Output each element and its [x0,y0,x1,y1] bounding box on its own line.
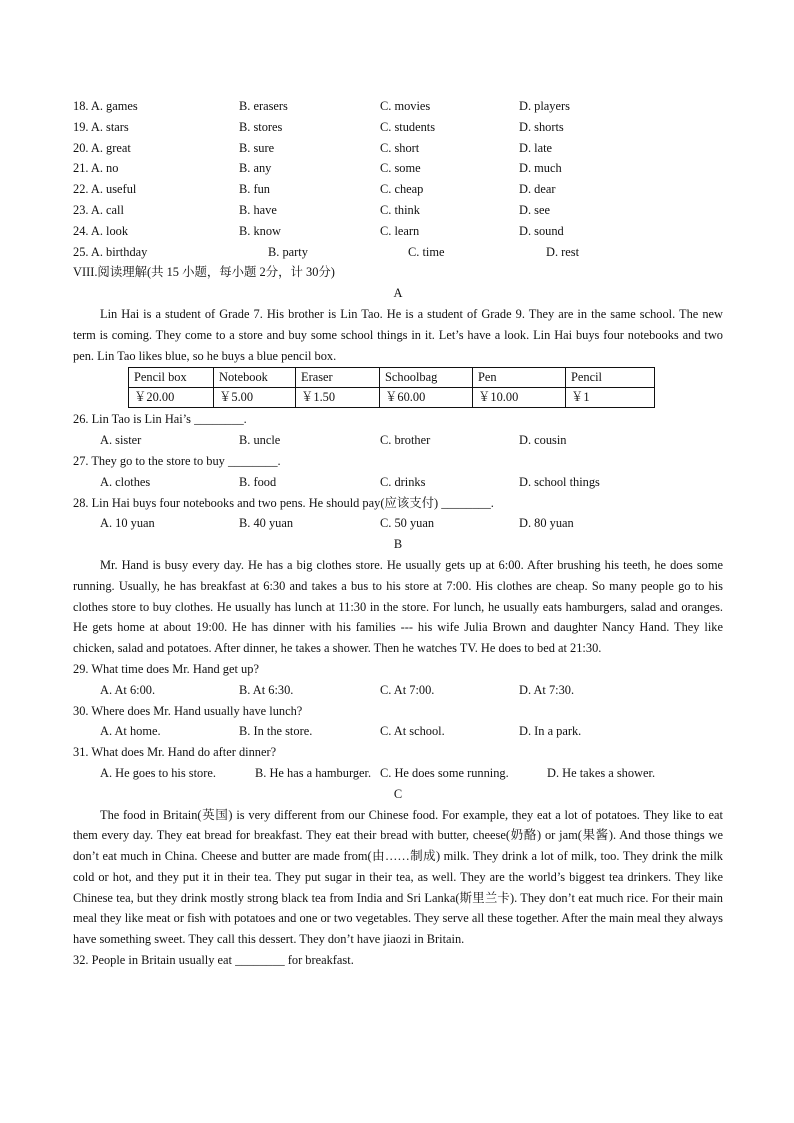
table-cell: ￥10.00 [473,388,566,408]
option-b: B. erasers [239,99,288,113]
option-b: B. At 6:30. [239,682,294,697]
option-c: C. At school. [380,724,445,739]
option-b: B. party [268,244,308,259]
question-26-stem: 26. Lin Tao is Lin Hai’s ________. [73,412,247,427]
option-d: D. school things [519,474,600,489]
table-cell: Eraser [296,368,380,388]
option-b: B. food [239,474,277,489]
option-c: C. brother [380,433,431,448]
cloze-options [73,96,723,262]
option-d: D. see [519,202,550,217]
passage-c-text: The food in Britain(英国) is very different from our Chinese food. For example, they eat a lot of potatoes. They like to eat them every day. They eat bread for breakfast. They eat their bread with butter, cheese(奶酪) or jam(果酱). And those things we don’t eat much in China. Cheese and butter are made from(由……制成) milk. They drink a lot of milk, too. They drink the milk cold or hot, and they put it in their tea. They put sugar in their tea, as well. They are the world’s biggest tea drinkers. They like Chinese tea, but they drink mostly strong black tea from India and Sri Lanka(斯里兰卡). They don’t eat much rice. For their main meal they like meat or fish with potatoes and one or two vegetables. They serve all these together. After the main meal they always have something sweet. They call this dessert. They don’t have jiaozi in Britain. [73,807,723,947]
option-a: 24. A. look [73,223,129,238]
option-d: D. He takes a shower. [547,765,656,780]
question-30-stem: 30. Where does Mr. Hand usually have lunch? [73,703,303,718]
option-a: 19. A. stars [73,119,129,134]
table-cell: ￥5.00 [214,388,296,408]
option-a: A. At 6:00. [100,682,156,697]
option-c: C. think [380,202,420,217]
option-a: A. At home. [100,724,161,739]
option-c: C. learn [380,223,420,238]
option-b: B. know [239,223,281,238]
option-b: B. 40 yuan [239,516,294,531]
option-d: D. dear [519,182,556,197]
question-32-stem: 32. People in Britain usually eat ________ for breakfast. [73,953,354,968]
option-b: B. fun [239,182,270,197]
table-cell: Notebook [214,368,296,388]
option-a: A. He goes to his store. [100,765,216,780]
option-b: B. He has a hamburger. [255,765,372,780]
section-title: VIII.阅读理解(共 15 小题，每小题 2分，计 30分) [73,265,335,280]
option-c: C. cheap [380,182,424,197]
option-d: D. shorts [519,119,564,134]
option-a: A. 10 yuan [100,516,155,531]
option-a: 21. A. no [73,161,119,176]
option-d: D. At 7:30. [519,682,575,697]
table-cell: Schoolbag [380,368,473,388]
option-c: C. At 7:00. [380,682,435,697]
option-d: D. much [519,161,562,176]
option-d: D. late [519,140,553,155]
cloze-row-21 [73,158,723,179]
option-b: B. sure [239,140,275,155]
question-28-stem: 28. Lin Hai buys four notebooks and two pens. He should pay(应该支付) ________. [73,495,494,510]
cloze-row-18 [73,96,723,117]
price-table [128,367,655,408]
option-a: 22. A. useful [73,182,137,197]
option-a: A. sister [100,433,142,448]
cloze-row-19 [73,117,723,138]
option-d: D. players [519,99,570,113]
question-29-options [73,680,723,701]
option-c: C. time [408,244,445,259]
question-30-options [73,721,723,742]
option-c: C. drinks [380,474,426,489]
cloze-row-23 [73,200,723,221]
question-29-stem: 29. What time does Mr. Hand get up? [73,661,259,676]
option-c: C. He does some running. [380,765,509,780]
option-c: C. 50 yuan [380,516,435,531]
question-31-options [73,763,723,784]
option-b: B. have [239,202,277,217]
price-table-price-row [129,388,655,408]
question-27-stem: 27. They go to the store to buy ________. [73,453,281,468]
cloze-row-20 [73,138,723,159]
passage-a-label: A [393,286,403,301]
option-a: A. clothes [100,474,151,489]
question-31-stem: 31. What does Mr. Hand do after dinner? [73,745,277,760]
exam-page [73,96,723,971]
passage-b-label: B [393,537,403,552]
option-d: D. sound [519,223,564,238]
option-c: C. short [380,140,420,155]
passage-a-text: Lin Hai is a student of Grade 7. His brother is Lin Tao. He is a student of Grade 9. They are in the same school. The new term is coming. They come to a store and buy some school things in it. Let’s have a look. Lin Hai buys four notebooks and two pen. Lin Tao likes blue, so he buys a blue pencil box. [73,306,723,363]
option-b: B. stores [239,119,283,134]
table-cell: Pen [473,368,566,388]
option-c: C. movies [380,99,431,113]
option-a: 18. A. games [73,99,138,113]
passage-b-text: Mr. Hand is busy every day. He has a big clothes store. He usually gets up at 6:00. After brushing his teeth, he does some running. Usually, he has breakfast at 6:30 and takes a bus to his store at 7:00. His clothes are cheap. So many people go to his clothes store to buy clothes. He usually has lunch at 11:30 in the store. For lunch, he usually eats hamburgers, salad and oranges. He gets home at about 19:00. He has dinner with his families --- his wife Julia Brown and daughter Nancy Hand. They like chicken, salad and potatoes. After dinner, he takes a shower. Then he watches TV. He does to bed at 21:30. [73,557,723,656]
option-d: D. In a park. [519,724,582,739]
option-a: 20. A. great [73,140,131,155]
passage-c-label: C [393,786,403,801]
cloze-row-25 [73,242,723,263]
table-cell: ￥60.00 [380,388,473,408]
option-b: B. uncle [239,433,281,448]
cloze-row-24 [73,221,723,242]
table-cell: ￥20.00 [129,388,214,408]
option-d: D. 80 yuan [519,516,574,531]
price-table-header-row [129,368,655,388]
cloze-row-22 [73,179,723,200]
option-b: B. In the store. [239,724,313,739]
table-cell: Pencil box [129,368,214,388]
option-a: 23. A. call [73,202,124,217]
question-27-options [73,472,723,493]
option-d: D. rest [546,244,580,259]
option-d: D. cousin [519,433,567,448]
option-b: B. any [239,161,272,176]
table-cell: Pencil [566,368,655,388]
question-28-options [73,513,723,534]
option-c: C. some [380,161,421,176]
table-cell: ￥1.50 [296,388,380,408]
question-26-options [73,430,723,451]
option-a: 25. A. birthday [73,244,148,259]
table-cell: ￥1 [566,388,655,408]
option-c: C. students [380,119,436,134]
